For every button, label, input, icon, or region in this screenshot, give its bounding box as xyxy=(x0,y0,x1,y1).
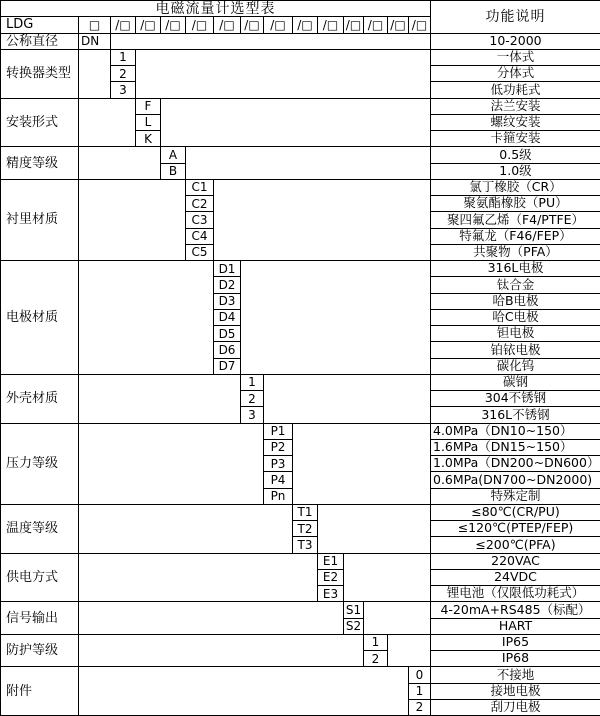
option-code: E1 xyxy=(318,554,344,570)
option-code: C5 xyxy=(186,245,214,261)
model-slot-box: /□ xyxy=(214,17,241,33)
group-left-spacer xyxy=(79,505,293,554)
option-description: HART xyxy=(431,619,600,635)
group-label-0: 转换器类型 xyxy=(1,50,79,99)
option-code: D4 xyxy=(214,310,241,326)
option-description: 接地电极 xyxy=(431,684,600,700)
option-code: C1 xyxy=(186,180,214,196)
group-label-2: 精度等级 xyxy=(1,147,79,180)
group-label-8: 供电方式 xyxy=(1,554,79,603)
option-description: 1.6MPa（DN15~150） xyxy=(431,440,600,456)
option-description: 一体式 xyxy=(431,50,600,66)
option-code: 3 xyxy=(111,82,136,98)
option-description: 0.6MPa(DN700~DN2000) xyxy=(431,472,600,488)
option-description: 碳钢 xyxy=(431,375,600,391)
option-description: IP68 xyxy=(431,651,600,667)
option-code: D3 xyxy=(214,294,241,310)
diameter-description: 10-2000 xyxy=(431,34,600,50)
option-description: 0.5级 xyxy=(431,147,600,163)
option-code: K xyxy=(136,131,161,147)
group-right-spacer xyxy=(161,99,431,148)
diameter-label: 公称直径 xyxy=(1,34,79,50)
option-code: 1 xyxy=(364,635,388,651)
option-description: 铂铱电极 xyxy=(431,342,600,358)
option-description: 钛合金 xyxy=(431,277,600,293)
option-code: 1 xyxy=(111,50,136,66)
model-first-box: □ xyxy=(79,17,111,33)
option-code: S1 xyxy=(344,602,364,618)
option-code: C2 xyxy=(186,196,214,212)
option-description: IP65 xyxy=(431,635,600,651)
option-code: E3 xyxy=(318,586,344,602)
group-left-spacer xyxy=(79,424,264,505)
option-description: ≤120℃(PTEP/FEP) xyxy=(431,521,600,537)
model-slot-box: /□ xyxy=(388,17,409,33)
option-description: 不接地 xyxy=(431,667,600,683)
group-label-7: 温度等级 xyxy=(1,505,79,554)
option-description: ≤80℃(CR/PU) xyxy=(431,505,600,521)
option-code: 3 xyxy=(241,407,264,423)
option-description: 共聚物（PFA） xyxy=(431,245,600,261)
option-code: 2 xyxy=(241,391,264,407)
option-code: D1 xyxy=(214,261,241,277)
option-code: C3 xyxy=(186,212,214,228)
option-description: 哈C电极 xyxy=(431,310,600,326)
option-description: 锂电池（仅限低功耗式） xyxy=(431,586,600,602)
option-code: P4 xyxy=(264,472,293,488)
option-description: 哈B电极 xyxy=(431,294,600,310)
model-slot-box: /□ xyxy=(364,17,388,33)
group-label-5: 外壳材质 xyxy=(1,375,79,424)
option-description: 法兰安装 xyxy=(431,99,600,115)
option-description: 4.0MPa（DN10~150） xyxy=(431,424,600,440)
option-code: Pn xyxy=(264,489,293,505)
option-code: 0 xyxy=(409,667,431,683)
option-description: 刮刀电极 xyxy=(431,700,600,716)
option-description: 316L不锈钢 xyxy=(431,407,600,423)
option-description: 碳化钨 xyxy=(431,359,600,375)
option-description: 分体式 xyxy=(431,66,600,82)
option-code: 2 xyxy=(111,66,136,82)
model-slot-box: /□ xyxy=(264,17,293,33)
model-slot-box: /□ xyxy=(161,17,186,33)
group-left-spacer xyxy=(79,180,186,261)
function-column-header: 功能说明 xyxy=(431,1,600,34)
group-label-11: 附件 xyxy=(1,667,79,716)
group-right-spacer xyxy=(318,505,431,554)
option-code: P2 xyxy=(264,440,293,456)
group-left-spacer xyxy=(79,147,161,180)
option-code: D6 xyxy=(214,342,241,358)
group-label-9: 信号输出 xyxy=(1,602,79,635)
option-code: D5 xyxy=(214,326,241,342)
group-left-spacer xyxy=(79,99,136,148)
option-description: 钽电极 xyxy=(431,326,600,342)
option-description: 304不锈钢 xyxy=(431,391,600,407)
option-description: 特殊定制 xyxy=(431,489,600,505)
option-description: 24VDC xyxy=(431,570,600,586)
model-slot-box: /□ xyxy=(186,17,214,33)
group-right-spacer xyxy=(264,375,431,424)
group-left-spacer xyxy=(79,554,318,603)
option-code: P1 xyxy=(264,424,293,440)
group-left-spacer xyxy=(79,602,344,635)
option-description: 低功耗式 xyxy=(431,82,600,98)
option-code: 2 xyxy=(409,700,431,716)
group-label-4: 电极材质 xyxy=(1,261,79,375)
model-prefix: LDG xyxy=(1,17,79,33)
option-description: ≤200℃(PFA) xyxy=(431,537,600,553)
model-slot-box: /□ xyxy=(409,17,431,33)
option-description: 1.0级 xyxy=(431,164,600,180)
option-description: 特氟龙（F46/FEP） xyxy=(431,229,600,245)
model-slot-box: /□ xyxy=(136,17,161,33)
group-right-spacer xyxy=(344,554,431,603)
option-code: A xyxy=(161,147,186,163)
model-slot-box: /□ xyxy=(241,17,264,33)
option-code: L xyxy=(136,115,161,131)
option-description: 卡箍安装 xyxy=(431,131,600,147)
group-left-spacer xyxy=(79,50,111,99)
group-right-spacer xyxy=(241,261,431,375)
option-code: T3 xyxy=(293,537,318,553)
model-slot-box: /□ xyxy=(318,17,344,33)
option-description: 氯丁橡胶（CR） xyxy=(431,180,600,196)
option-code: T2 xyxy=(293,521,318,537)
option-code: S2 xyxy=(344,619,364,635)
group-label-3: 衬里材质 xyxy=(1,180,79,261)
group-left-spacer xyxy=(79,667,409,716)
diameter-spacer xyxy=(111,34,431,50)
option-description: 220VAC xyxy=(431,554,600,570)
option-code: B xyxy=(161,164,186,180)
group-label-6: 压力等级 xyxy=(1,424,79,505)
group-right-spacer xyxy=(136,50,431,99)
diameter-code: DN xyxy=(79,34,111,50)
option-description: 1.0MPa（DN200~DN600） xyxy=(433,456,600,471)
group-label-1: 安装形式 xyxy=(1,99,79,148)
option-code: P3 xyxy=(264,456,293,472)
option-code: 1 xyxy=(241,375,264,391)
table-title: 电磁流量计选型表 xyxy=(1,1,431,17)
group-left-spacer xyxy=(79,375,241,424)
option-code: E2 xyxy=(318,570,344,586)
option-code: D7 xyxy=(214,359,241,375)
option-description: 4-20mA+RS485（标配） xyxy=(431,602,600,618)
group-right-spacer xyxy=(186,147,431,180)
option-description: 聚四氟乙烯（F4/PTFE） xyxy=(431,212,600,228)
group-right-spacer xyxy=(364,602,431,635)
option-description: 聚氨酯橡胶（PU） xyxy=(431,196,600,212)
option-description: 螺纹安装 xyxy=(431,115,600,131)
option-code: 1 xyxy=(409,684,431,700)
group-left-spacer xyxy=(79,261,214,375)
option-code: D2 xyxy=(214,277,241,293)
option-code: F xyxy=(136,99,161,115)
group-right-spacer xyxy=(293,424,431,505)
option-code: 2 xyxy=(364,651,388,667)
model-slot-box: /□ xyxy=(111,17,136,33)
option-description: 316L电极 xyxy=(431,261,600,277)
group-right-spacer xyxy=(214,180,431,261)
option-code: T1 xyxy=(293,505,318,521)
model-slot-box: /□ xyxy=(293,17,318,33)
model-slot-box: /□ xyxy=(344,17,364,33)
group-left-spacer xyxy=(79,635,364,668)
group-label-10: 防护等级 xyxy=(1,635,79,668)
group-right-spacer xyxy=(388,635,431,668)
option-code: C4 xyxy=(186,229,214,245)
